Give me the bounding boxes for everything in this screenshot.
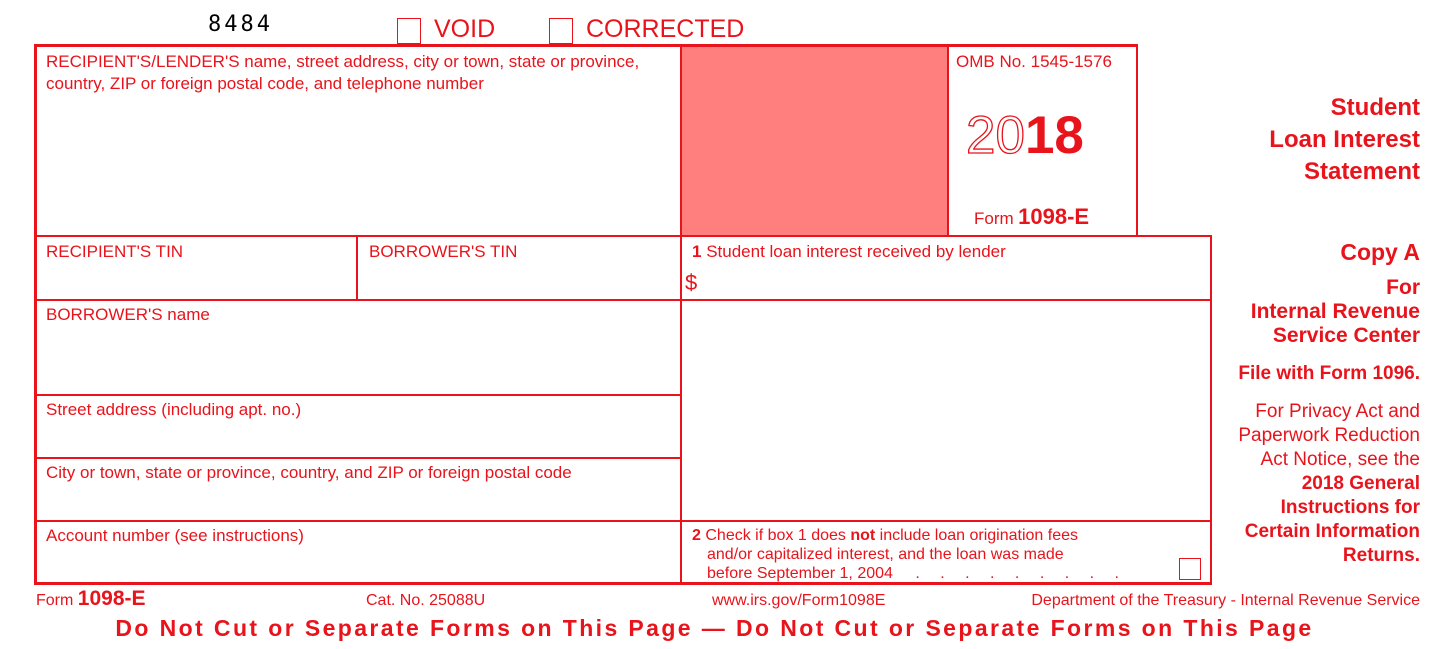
corrected-checkbox[interactable] <box>549 18 573 44</box>
box2-line <box>692 526 1192 545</box>
divider <box>1136 44 1138 237</box>
void-label: VOID <box>434 15 496 43</box>
recipient-tin-label: RECIPIENT'S TIN <box>46 242 184 261</box>
corrected-label: CORRECTED <box>586 15 745 43</box>
file-with-1096: File with Form 1096. <box>1238 363 1420 384</box>
footer-form-number <box>36 587 146 611</box>
copy-irs-line: Internal Revenue <box>1250 300 1420 323</box>
borrower-tin-field[interactable] <box>362 264 674 296</box>
box2-line <box>692 564 1192 583</box>
footer-form-name: 1098-E <box>77 587 146 610</box>
instructions-line: Returns. <box>1342 545 1420 566</box>
divider <box>36 520 1212 522</box>
form-title <box>1180 92 1420 188</box>
recipient-name-field[interactable] <box>40 100 676 230</box>
box2-text-pre: Check if box 1 does <box>705 527 851 544</box>
divider <box>36 235 1212 237</box>
copy-irs-line: Service Center <box>1272 324 1420 347</box>
box1-number: 1 <box>692 242 702 261</box>
instructions-line: Certain Information <box>1244 521 1420 542</box>
privacy-line: Paperwork Reduction <box>1238 425 1420 446</box>
void-checkbox[interactable] <box>397 18 421 44</box>
form-number <box>974 204 1089 230</box>
divider <box>356 235 358 300</box>
box2-checkbox[interactable] <box>1179 558 1201 580</box>
street-address-label: Street address (including apt. no.) <box>46 400 302 419</box>
form-left-border <box>34 44 37 584</box>
divider <box>947 46 949 236</box>
title-line: Statement <box>1303 158 1420 185</box>
privacy-line: For Privacy Act and <box>1255 401 1420 422</box>
box2-text-post: include loan origination fees <box>875 527 1079 544</box>
box1-amount-field[interactable] <box>706 266 1204 296</box>
omb-number: OMB No. 1545-1576 <box>956 52 1112 71</box>
tax-year-suffix: 18 <box>1024 106 1084 165</box>
copy-for: For <box>1386 276 1420 299</box>
copy-panel <box>1212 238 1420 568</box>
tax-year-prefix: 20 <box>966 106 1025 165</box>
currency-symbol: $ <box>685 270 698 295</box>
box2-number: 2 <box>692 527 701 544</box>
recipient-name-label: RECIPIENT'S/LENDER'S name, street address, city or town, state or province, country, ZIP or foreign postal code, and telephone number <box>46 52 640 93</box>
box2-leader-dots: . . . . . . . . . <box>915 565 1127 582</box>
street-address-field[interactable] <box>40 422 674 454</box>
city-field[interactable] <box>40 485 674 517</box>
account-number-label: Account number (see instructions) <box>46 526 304 545</box>
shaded-box <box>681 47 947 235</box>
form-prefix: Form <box>974 209 1014 228</box>
instructions-line: Instructions for <box>1280 497 1420 518</box>
irs-url[interactable]: www.irs.gov/Form1098E <box>712 592 886 609</box>
department: Department of the Treasury - Internal Revenue Service <box>1031 592 1420 609</box>
account-number-field[interactable] <box>40 550 674 578</box>
footer-form-prefix: Form <box>36 592 74 609</box>
catalog-number: Cat. No. 25088U <box>366 592 486 609</box>
form-code: 8484 <box>208 12 273 37</box>
box2-line3-text: before September 1, 2004 <box>707 565 893 582</box>
tax-year <box>966 106 1084 166</box>
box1-text: Student loan interest received by lender <box>706 242 1006 261</box>
box1-label <box>692 241 1006 263</box>
borrower-name-label: BORROWER'S name <box>46 305 210 324</box>
form-name: 1098-E <box>1018 204 1090 229</box>
divider <box>680 46 682 583</box>
recipient-tin-field[interactable] <box>40 264 350 296</box>
box2-label <box>692 526 1192 583</box>
borrower-name-field[interactable] <box>40 328 674 390</box>
privacy-line: Act Notice, see the <box>1260 449 1420 470</box>
title-line: Student <box>1330 94 1420 121</box>
divider <box>36 394 681 396</box>
instructions-line: 2018 General <box>1301 473 1420 494</box>
do-not-cut-warning: Do Not Cut or Separate Forms on This Page — Do Not Cut or Separate Forms on This Page <box>115 615 1314 641</box>
box2-line: and/or capitalized interest, and the loan was made <box>707 546 1064 563</box>
borrower-tin-label: BORROWER'S TIN <box>369 242 518 261</box>
city-label: City or town, state or province, country, and ZIP or foreign postal code <box>46 463 572 482</box>
form-top-border <box>34 44 1138 47</box>
divider <box>36 457 681 459</box>
divider <box>36 299 1212 301</box>
copy-title: Copy A <box>1340 239 1420 265</box>
title-line: Loan Interest <box>1269 126 1420 153</box>
box2-text-bold: not <box>850 527 876 544</box>
